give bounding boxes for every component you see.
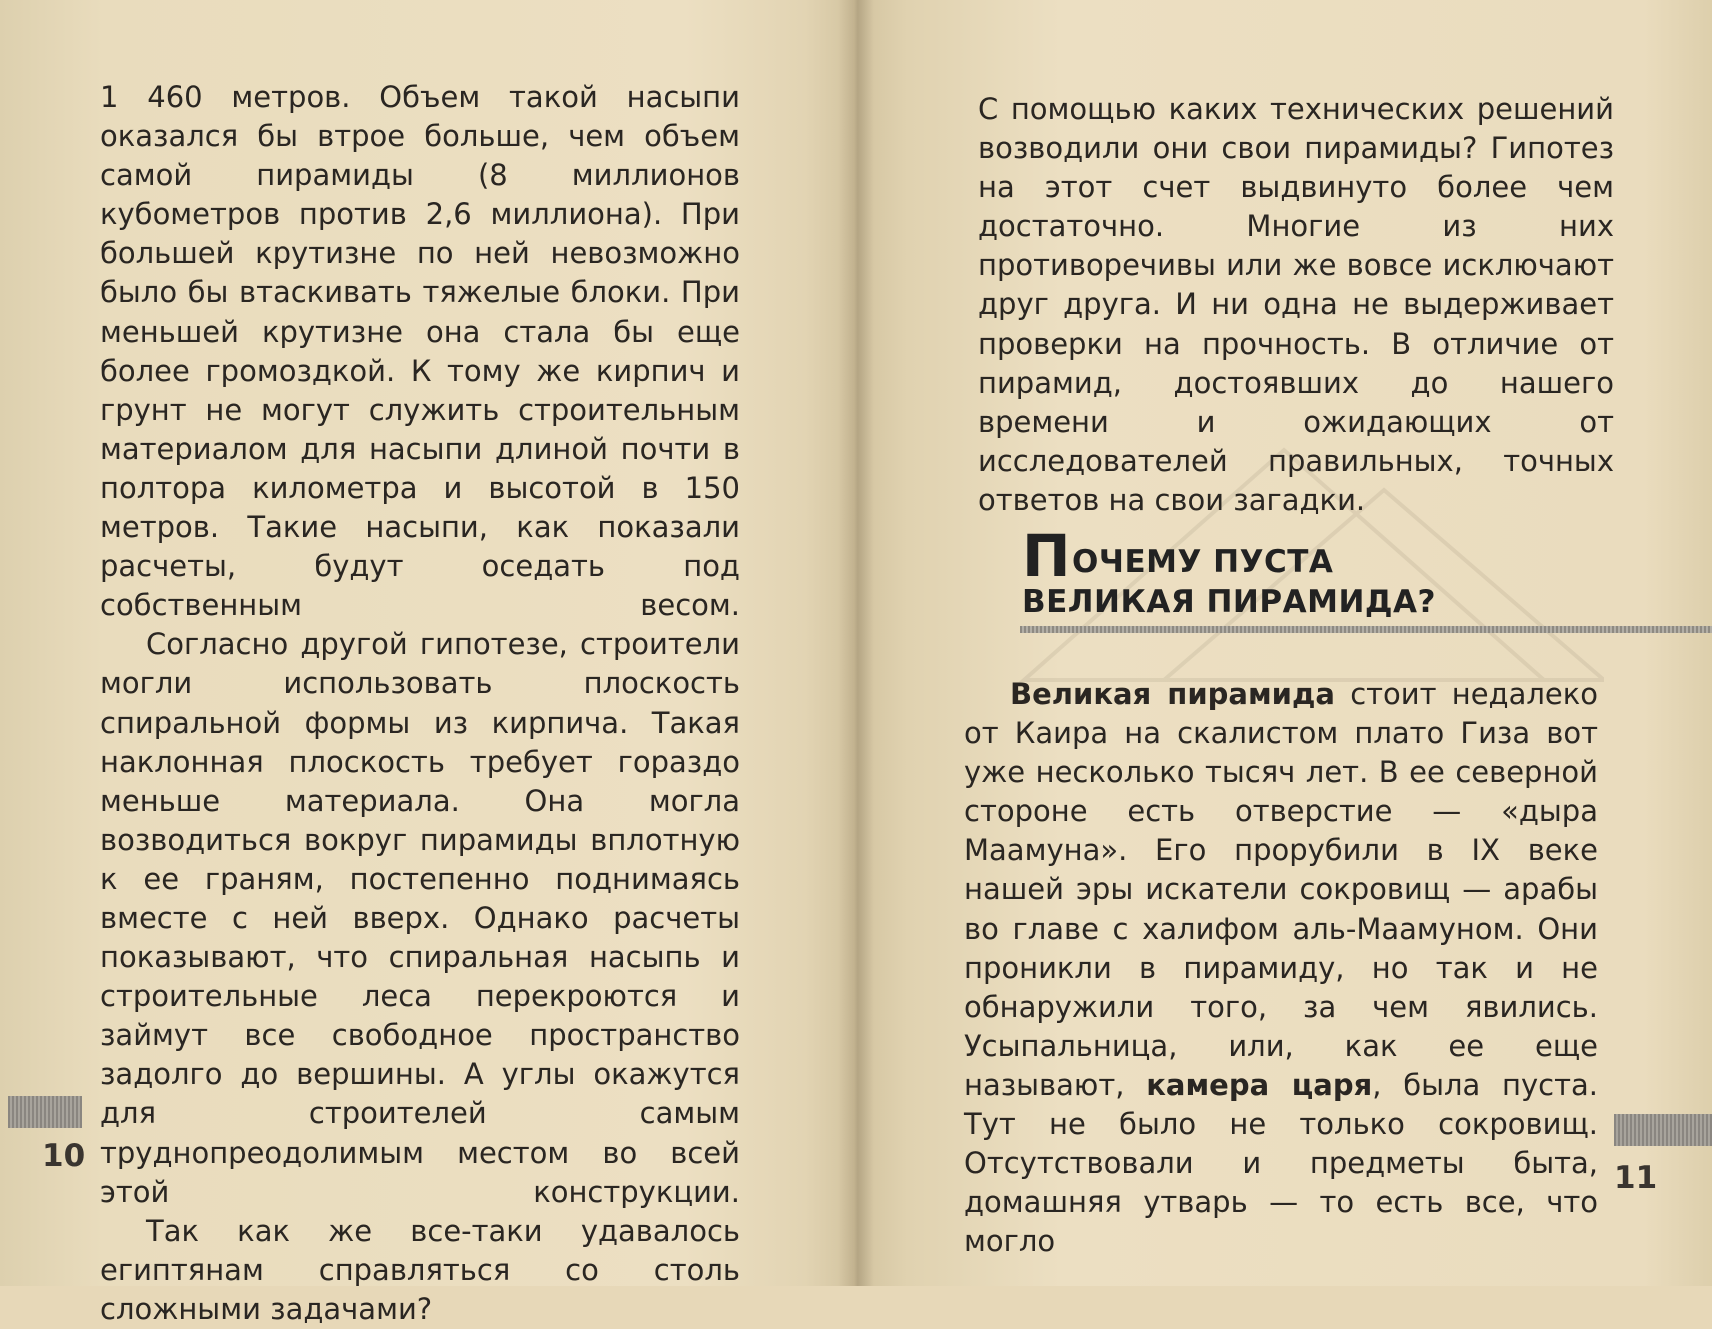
left-edge-tab xyxy=(8,1096,82,1128)
body-text-part-2: , была пуста. Тут не было не только сокровищ. Отсутствовали и предметы быта, домашняя утварь — то есть все, что могло xyxy=(964,1067,1598,1259)
body-text-part-1: стоит недалеко от Каира на скалистом плато Гиза вот уже несколько тысяч лет. В ее северной стороне есть отверстие — «дыра Маамуна». Его прорубили в IX веке нашей эры искатели сокровищ — арабы во главе с халифом аль-Маамуном. Они проникли в пирамиду, но так и не обнаружили того, за чем явились. Усыпальница, или, как ее еще называют, xyxy=(964,677,1598,1102)
left-paragraph-1: 1 460 метров. Объем такой насыпи оказался бы втрое больше, чем объем самой пирамиды (8 миллионов кубометров против 2,6 миллиона). При большей крутизне по ней невозможно было бы втаскивать тяжелые блоки. При меньшей крутизне она стала бы еще более громоздкой. К тому же кирпич и грунт не могут служить строительным материалом для насыпи длиной почти в полтора километра и высотой в 150 метров. Такие насыпи, как показали расчеты, будут оседать под собственным весом. xyxy=(100,80,740,623)
bold-term-great-pyramid: Великая пирамида xyxy=(1010,677,1335,711)
page-number-right: 11 xyxy=(1614,1160,1658,1196)
book-gutter xyxy=(838,0,874,1286)
right-body-paragraph xyxy=(964,675,1598,1261)
heading-line-1: ОЧЕМУ ПУСТА xyxy=(1072,544,1334,580)
section-heading xyxy=(1022,522,1582,622)
right-body-column xyxy=(964,675,1598,1261)
left-page xyxy=(0,0,838,1326)
heading-underline-rule xyxy=(1020,626,1712,633)
bold-term-kings-chamber: камера царя xyxy=(1146,1067,1373,1102)
heading-drop-letter: П xyxy=(1022,522,1072,590)
right-page xyxy=(874,0,1712,1286)
page-number-left: 10 xyxy=(42,1138,86,1174)
left-paragraph-3: Так как же все-таки удавалось египтянам справляться со столь сложными задачами? xyxy=(100,1213,740,1326)
left-paragraph-2: Согласно другой гипотезе, строители могли использовать плоскость спиральной формы из кирпича. Такая наклонная плоскость требует гораздо меньше материала. Она могла возводиться вокруг пирамиды вплотную к ее граням, постепенно поднимаясь вместе с ней вверх. Однако расчеты показывают, что спиральная насыпь и строительные леса перекроются и займут все свободное пространство задолго до вершины. А углы окажутся для строителей самым труднопреодолимым местом во всей этой конструкции. xyxy=(100,627,740,1209)
heading-line-2: ВЕЛИКАЯ ПИРАМИДА? xyxy=(1022,584,1436,620)
right-edge-tab xyxy=(1614,1114,1712,1146)
right-intro-paragraph: С помощью каких технических решений возводили они свои пирамиды? Гипотез на этот счет выдвинуто более чем достаточно. Многие из них противоречивы или же вовсе исключают друг друга. И ни одна не выдерживает проверки на прочность. В отличие от пирамид, достоявших до нашего времени и ожидающих от исследователей правильных, точных ответов на свои загадки. xyxy=(978,92,1614,517)
left-text-column xyxy=(100,78,740,1329)
